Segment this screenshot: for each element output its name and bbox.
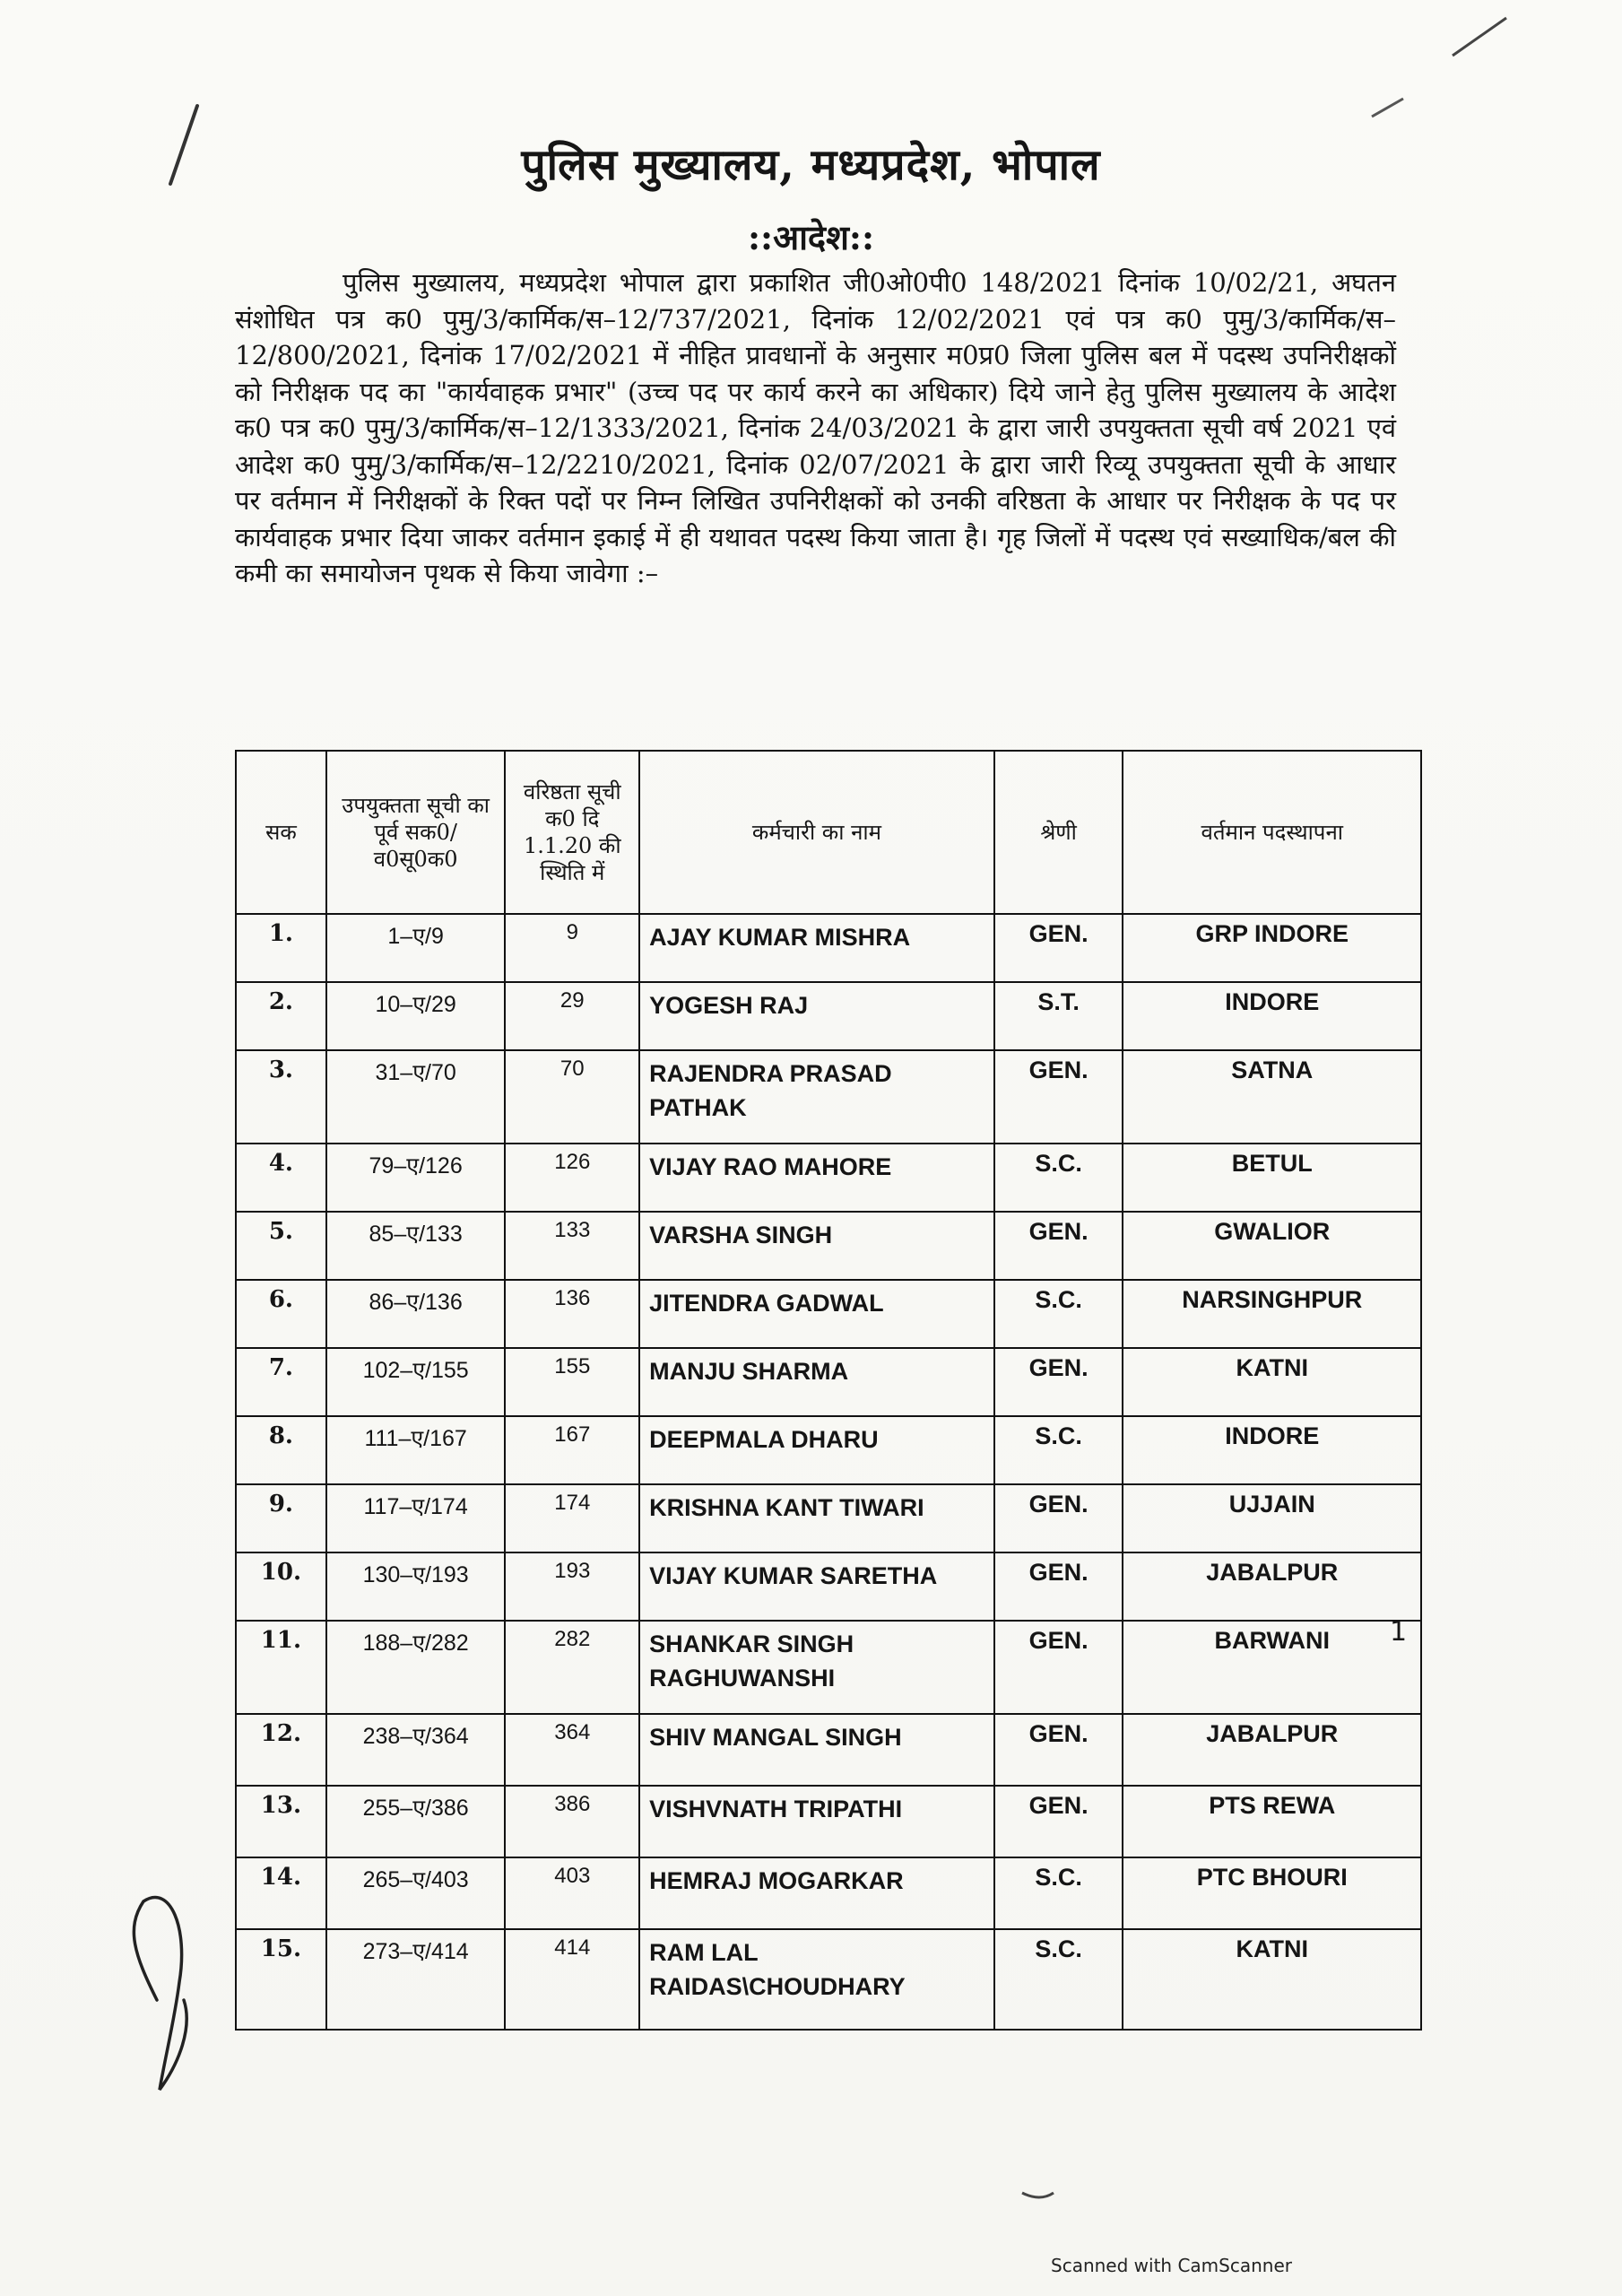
previous-list-cell: 265–ए/403 <box>326 1857 506 1929</box>
category-cell: GEN. <box>994 1484 1123 1552</box>
serial-cell: 13. <box>236 1786 326 1857</box>
previous-list-cell: 255–ए/386 <box>326 1786 506 1857</box>
table-header-row <box>236 751 1421 914</box>
seniority-cell: 136 <box>505 1280 639 1348</box>
posting-cell: PTC BHOURI <box>1123 1857 1421 1929</box>
posting-cell: BETUL <box>1123 1144 1421 1212</box>
posting-cell: KATNI <box>1123 1348 1421 1416</box>
table-row <box>236 1786 1421 1857</box>
category-cell: GEN. <box>994 1212 1123 1280</box>
employee-name-cell: YOGESH RAJ <box>639 982 994 1050</box>
seniority-cell: 364 <box>505 1714 639 1786</box>
serial-cell: 6. <box>236 1280 326 1348</box>
employee-name-cell: VARSHA SINGH <box>639 1212 994 1280</box>
employee-name-cell: RAJENDRA PRASAD PATHAK <box>639 1050 994 1144</box>
seniority-cell: 70 <box>505 1050 639 1144</box>
previous-list-cell: 1–ए/9 <box>326 914 506 982</box>
previous-list-cell: 188–ए/282 <box>326 1621 506 1714</box>
table-row <box>236 1050 1421 1144</box>
header-serial: सक <box>236 751 326 914</box>
table-row <box>236 1280 1421 1348</box>
page-title: पुलिस मुख्यालय, मध्यप्रदेश, भोपाल <box>521 140 1101 190</box>
table-row <box>236 1144 1421 1212</box>
employee-name-cell: AJAY KUMAR MISHRA <box>639 914 994 982</box>
posting-cell: SATNA <box>1123 1050 1421 1144</box>
category-cell: GEN. <box>994 1714 1123 1786</box>
promotion-table <box>235 750 1422 2031</box>
posting-cell: JABALPUR <box>1123 1552 1421 1621</box>
posting-cell: NARSINGHPUR <box>1123 1280 1421 1348</box>
pen-stroke-corner <box>1453 18 1506 56</box>
category-cell: S.C. <box>994 1929 1123 2030</box>
employee-name-cell: DEEPMALA DHARU <box>639 1416 994 1484</box>
table-row <box>236 1552 1421 1621</box>
category-cell: S.C. <box>994 1857 1123 1929</box>
seniority-cell: 167 <box>505 1416 639 1484</box>
employee-name-cell: HEMRAJ MOGARKAR <box>639 1857 994 1929</box>
table-row <box>236 1714 1421 1786</box>
serial-cell: 14. <box>236 1857 326 1929</box>
posting-cell: JABALPUR <box>1123 1714 1421 1786</box>
order-heading: ::आदेश:: <box>748 217 874 257</box>
category-cell: S.C. <box>994 1416 1123 1484</box>
seniority-cell: 386 <box>505 1786 639 1857</box>
pen-stroke-top-right <box>1372 99 1403 117</box>
employee-name-cell: SHANKAR SINGH RAGHUWANSHI <box>639 1621 994 1714</box>
scanner-watermark: Scanned with CamScanner <box>1051 2255 1292 2276</box>
header-category: श्रेणी <box>994 751 1123 914</box>
table-row <box>236 1416 1421 1484</box>
seniority-cell: 403 <box>505 1857 639 1929</box>
seniority-cell: 193 <box>505 1552 639 1621</box>
previous-list-cell: 79–ए/126 <box>326 1144 506 1212</box>
previous-list-cell: 85–ए/133 <box>326 1212 506 1280</box>
table-row <box>236 1484 1421 1552</box>
serial-cell: 12. <box>236 1714 326 1786</box>
previous-list-cell: 111–ए/167 <box>326 1416 506 1484</box>
table-row <box>236 1348 1421 1416</box>
table-row <box>236 1929 1421 2030</box>
previous-list-cell: 10–ए/29 <box>326 982 506 1050</box>
header-previous-list-no: उपयुक्तता सूची का पूर्व सक0/व0सू0क0 <box>326 751 506 914</box>
seniority-cell: 174 <box>505 1484 639 1552</box>
category-cell: GEN. <box>994 1621 1123 1714</box>
serial-cell: 15. <box>236 1929 326 2030</box>
posting-cell: UJJAIN <box>1123 1484 1421 1552</box>
previous-list-cell: 238–ए/364 <box>326 1714 506 1786</box>
serial-cell: 1. <box>236 914 326 982</box>
posting-cell: INDORE <box>1123 982 1421 1050</box>
seniority-cell: 29 <box>505 982 639 1050</box>
previous-list-cell: 117–ए/174 <box>326 1484 506 1552</box>
posting-cell: GRP INDORE <box>1123 914 1421 982</box>
table-row <box>236 982 1421 1050</box>
previous-list-cell: 130–ए/193 <box>326 1552 506 1621</box>
category-cell: GEN. <box>994 1786 1123 1857</box>
serial-cell: 2. <box>236 982 326 1050</box>
category-cell: GEN. <box>994 914 1123 982</box>
category-cell: GEN. <box>994 1050 1123 1144</box>
signature-mark <box>134 1898 186 2090</box>
pen-stroke-bottom <box>1022 2193 1054 2197</box>
header-seniority-no: वरिष्ठता सूची क0 दि 1.1.20 की स्थिति में <box>505 751 639 914</box>
serial-cell: 7. <box>236 1348 326 1416</box>
previous-list-cell: 273–ए/414 <box>326 1929 506 2030</box>
seniority-cell: 282 <box>505 1621 639 1714</box>
seniority-cell: 133 <box>505 1212 639 1280</box>
category-cell: GEN. <box>994 1552 1123 1621</box>
seniority-cell: 9 <box>505 914 639 982</box>
previous-list-cell: 86–ए/136 <box>326 1280 506 1348</box>
employee-name-cell: KRISHNA KANT TIWARI <box>639 1484 994 1552</box>
serial-cell: 11. <box>236 1621 326 1714</box>
table-row <box>236 1857 1421 1929</box>
posting-cell: BARWANI <box>1123 1621 1421 1714</box>
table-row <box>236 1212 1421 1280</box>
employee-name-cell: VISHVNATH TRIPATHI <box>639 1786 994 1857</box>
previous-list-cell: 102–ए/155 <box>326 1348 506 1416</box>
serial-cell: 3. <box>236 1050 326 1144</box>
category-cell: GEN. <box>994 1348 1123 1416</box>
table-row <box>236 914 1421 982</box>
previous-list-cell: 31–ए/70 <box>326 1050 506 1144</box>
serial-cell: 8. <box>236 1416 326 1484</box>
serial-cell: 4. <box>236 1144 326 1212</box>
posting-cell: PTS REWA <box>1123 1786 1421 1857</box>
serial-cell: 10. <box>236 1552 326 1621</box>
header-current-posting: वर्तमान पदस्थापना <box>1123 751 1421 914</box>
employee-name-cell: SHIV MANGAL SINGH <box>639 1714 994 1786</box>
serial-cell: 9. <box>236 1484 326 1552</box>
employee-name-cell: VIJAY KUMAR SARETHA <box>639 1552 994 1621</box>
header-employee-name: कर्मचारी का नाम <box>639 751 994 914</box>
category-cell: S.T. <box>994 982 1123 1050</box>
seniority-cell: 126 <box>505 1144 639 1212</box>
posting-cell: INDORE <box>1123 1416 1421 1484</box>
seniority-cell: 155 <box>505 1348 639 1416</box>
category-cell: S.C. <box>994 1280 1123 1348</box>
serial-cell: 5. <box>236 1212 326 1280</box>
employee-name-cell: VIJAY RAO MAHORE <box>639 1144 994 1212</box>
page-number: 1 <box>1390 1616 1408 1648</box>
seniority-cell: 414 <box>505 1929 639 2030</box>
employee-name-cell: RAM LAL RAIDAS\CHOUDHARY <box>639 1929 994 2030</box>
posting-cell: GWALIOR <box>1123 1212 1421 1280</box>
table-row <box>236 1621 1421 1714</box>
posting-cell: KATNI <box>1123 1929 1421 2030</box>
employee-name-cell: JITENDRA GADWAL <box>639 1280 994 1348</box>
order-paragraph: पुलिस मुख्यालय, मध्यप्रदेश भोपाल द्वारा प्रकाशित जी0ओ0पी0 148/2021 दिनांक 10/02/21, अघतन संशोधित पत्र क0 पुमु/3/कार्मिक/स–12/737/2021, दिनांक 12/02/2021 एवं पत्र क0 पुमु/3/कार्मिक/स–12/800/2021, दिनांक 17/02/2021 में नीहित प्रावधानों के अनुसार म0प्र0 जिला पुलिस बल में पदस्थ उपनिरीक्षकों को निरीक्षक पद का "कार्यवाहक प्रभार" (उच्च पद पर कार्य करने का अधिकार) दिये जाने हेतु पुलिस मुख्यालय के आदेश क0 पत्र क0 पुमु/3/कार्मिक/स–12/1333/2021, दिनांक 24/03/2021 के द्वारा जारी उपयुक्तता सूची वर्ष 2021 एवं आदेश क0 पुमु/3/कार्मिक/स–12/2210/2021, दिनांक 02/07/2021 के द्वारा जारी रिव्यू उपयुक्तता सूची के आधार पर वर्तमान में निरीक्षकों के रिक्त पदों पर निम्न लिखित उपनिरीक्षकों को उनकी वरिष्ठता के आधार पर निरीक्षक के पद पर कार्यवाहक प्रभार दिया जाकर वर्तमान इकाई में ही यथावत पदस्थ किया जाता है। गृह जिलों में पदस्थ एवं सख्याधिक/बल की कमी का समायोजन पृथक से किया जावेगा :– <box>235 267 1396 588</box>
category-cell: S.C. <box>994 1144 1123 1212</box>
employee-name-cell: MANJU SHARMA <box>639 1348 994 1416</box>
